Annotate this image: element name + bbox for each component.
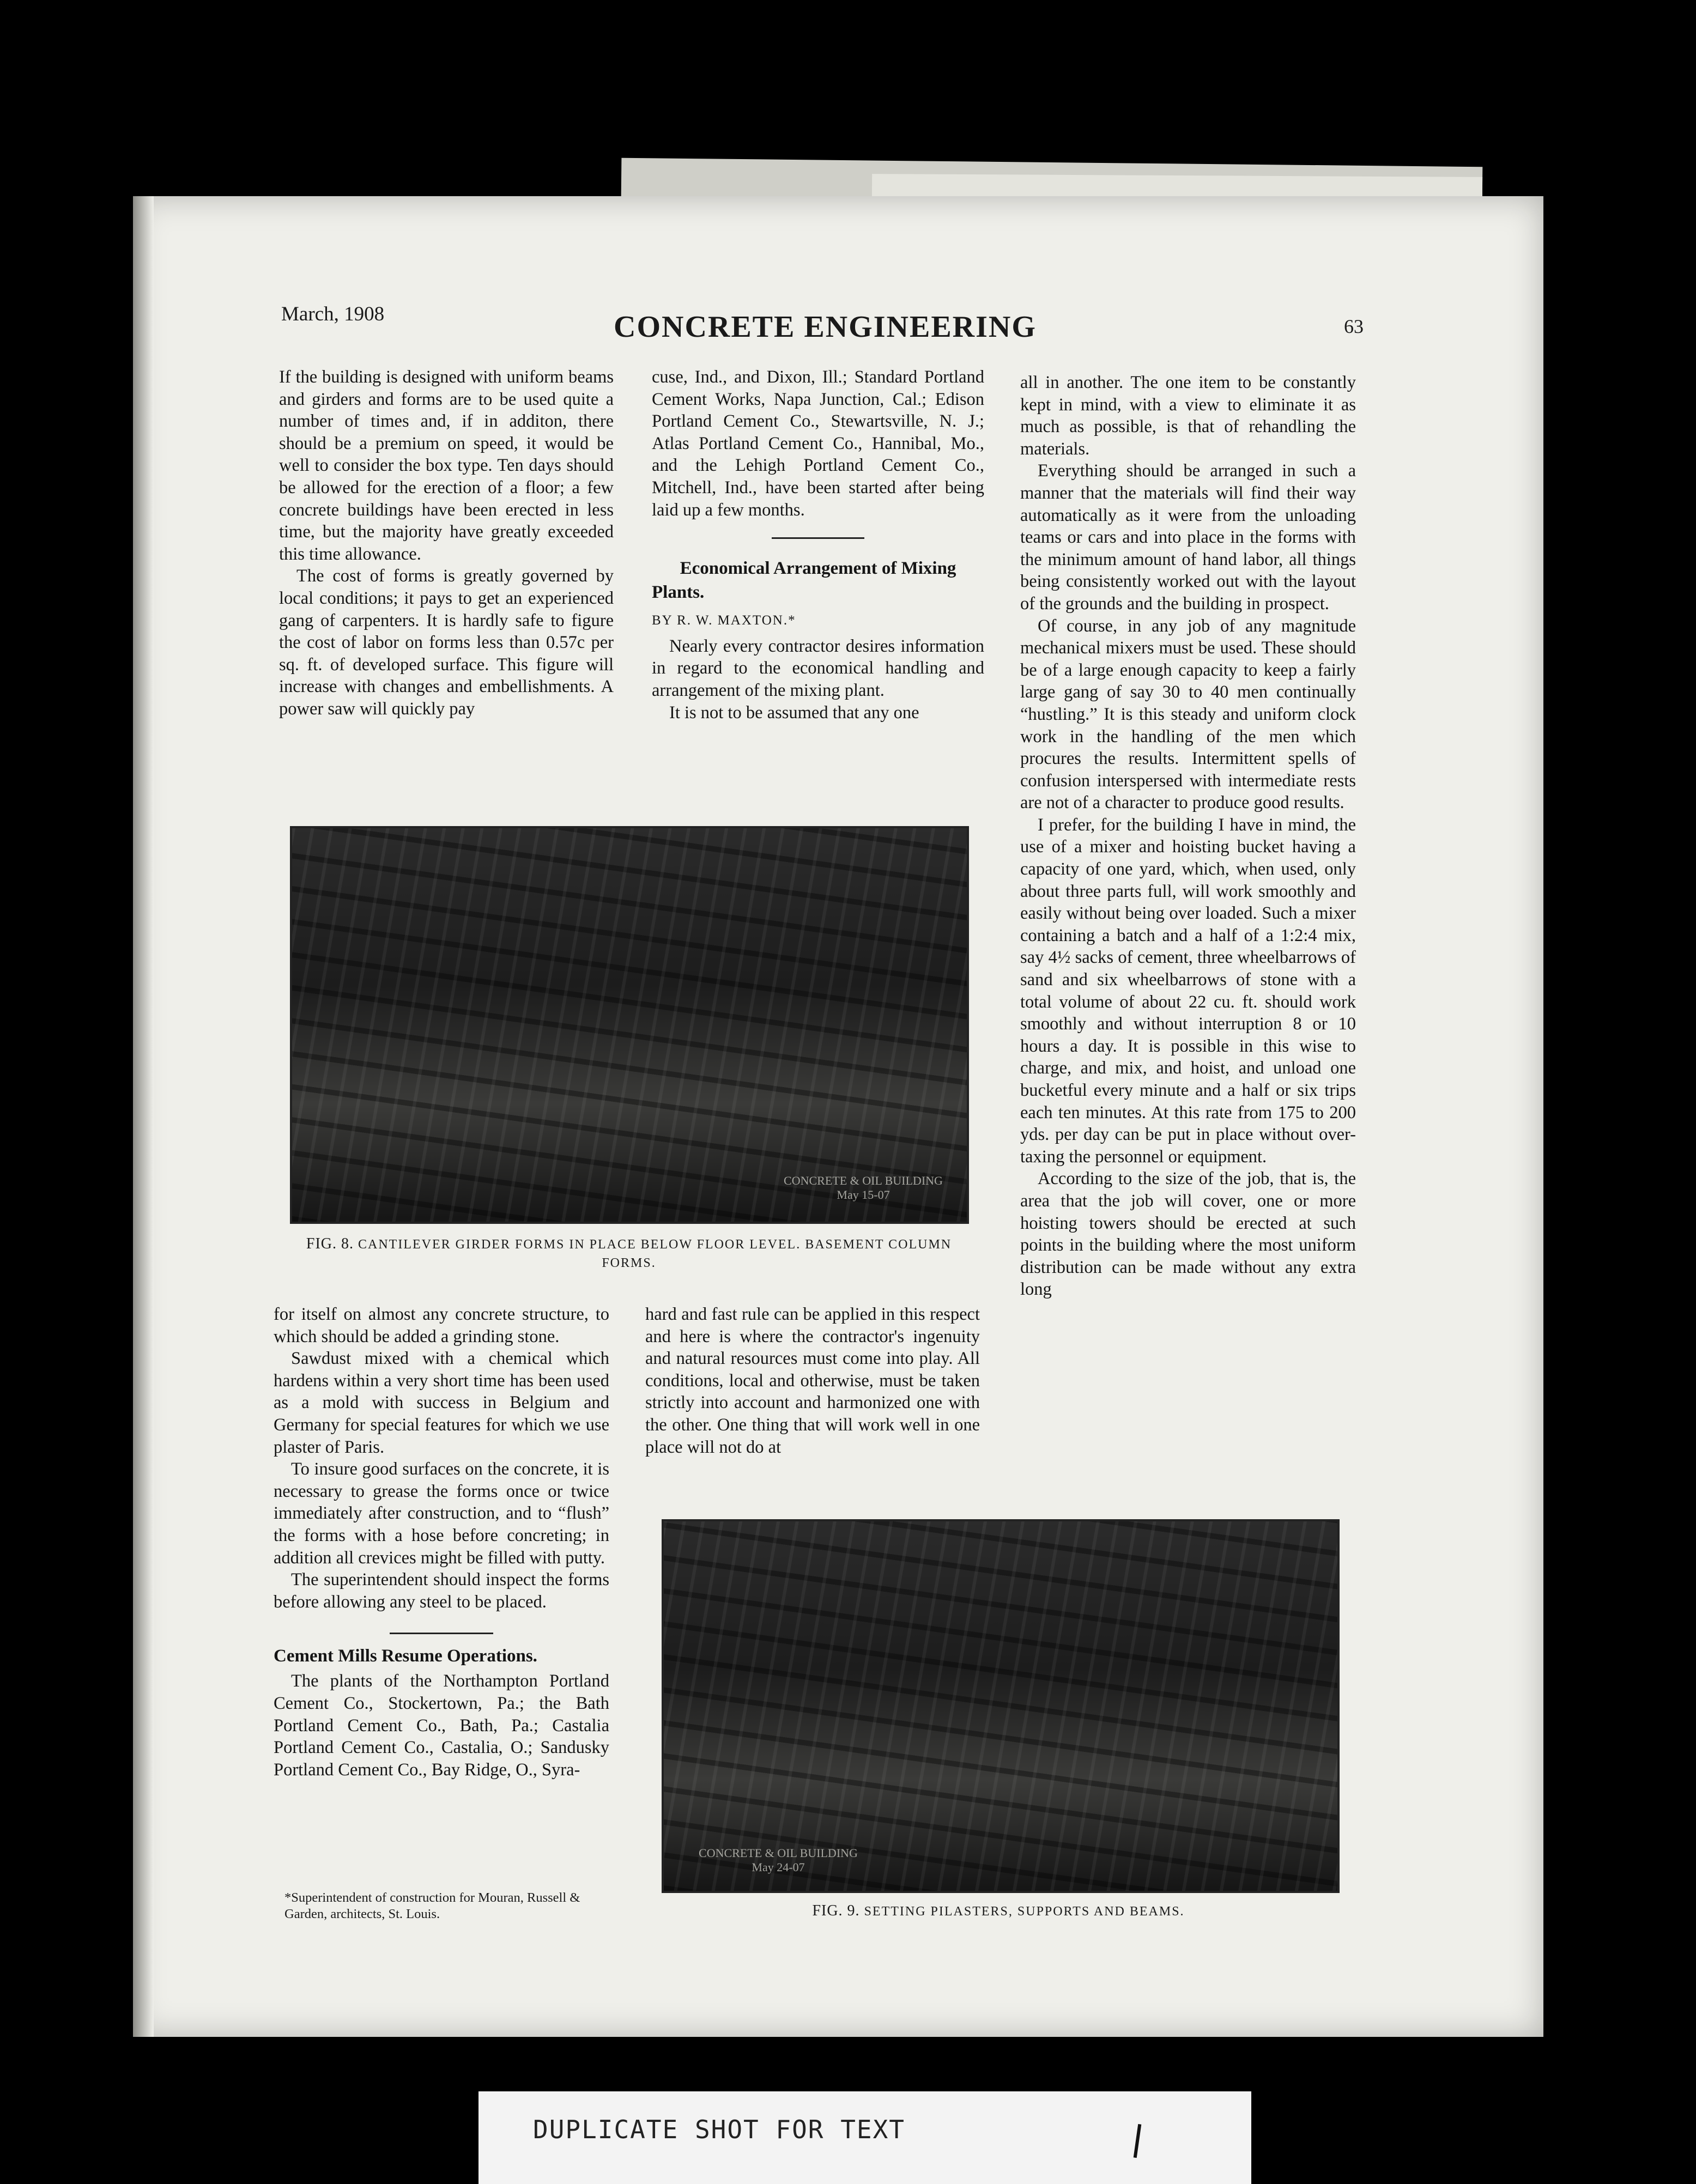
paragraph: The superintendent should inspect the forms before allowing any steel to be placed.	[274, 1570, 609, 1612]
caption-text: CANTILEVER GIRDER FORMS IN PLACE BELOW FLOOR LEVEL. BASEMENT COLUMN FORMS.	[358, 1237, 952, 1270]
section-divider	[772, 537, 864, 539]
paragraph: According to the size of the job, that is, the area that the job will cover, one or more hoisting towers should be erected at such points in the building where the most uniform distribution can be made without any extra long	[1020, 1169, 1356, 1300]
paragraph: I prefer, for the building I have in mind, the use of a mixer and hoisting bucket having a capacity of one yard, which, when used, only about three parts full, will work smoothly and easily without being over loaded. Such a mixer containing a batch and a half of a 1:2:4 mix, say 4½ sacks of cement, three wheelbarrows of sand and six wheelbarrows of stone with a total volume of about 22 cu. ft. should work smoothly and without interruption 8 or 10 hours a day. It is possible in this wise to charge, and mix, and hoist, and unload one bucketful every minute and a half or six trips each ten minutes. At this rate from 175 to 200 yds. per day can be put in place without over-taxing the personnel or equipment.	[1020, 815, 1356, 1167]
caption-text: SETTING PILASTERS, SUPPORTS AND BEAMS.	[864, 1904, 1185, 1919]
figure-9-caption	[662, 1902, 1335, 1921]
byline: BY R. W. MAXTON.*	[652, 613, 796, 628]
figure-9-photo	[662, 1519, 1340, 1893]
paragraph: Of course, in any job of any magnitude mechanical mixers must be used. These should be of a large enough capacity to keep a fairly large gang of say 30 to 40 men continually “hustling.” It is this steady and uniform clock work in the handling of the men which procures the results. Intermittent spells of confusion interspersed with intermediate rests are not of a character to produce good results.	[1020, 616, 1356, 813]
figure-8-photo	[290, 826, 969, 1224]
paragraph: The plants of the Northampton Portland Cement Co., Stockertown, Pa.; the Bath Portland Cement Co., Bath, Pa.; Castalia Portland Cement Co., Castalia, O.; Sandusky Portland Cement Co., Bay Ridge, O., Syra-	[274, 1671, 609, 1780]
column-2-bottom	[645, 1303, 980, 1458]
paragraph: Everything should be arranged in such a manner that the materials will find their way automatically as it were from the unloading teams or cars and into place in the forms with the minimum amount of hand labor, all things being consistently worked out with the layout of the grounds and the building in prospect.	[1020, 461, 1356, 614]
paragraph: If the building is designed with uniform beams and girders and forms are to be used quite a number of times and, if in additon, there should be a premium on speed, it would be well to consider the box type. Ten days should be allowed for the erection of a floor; a few concrete buildings have been erected in less time, but the majority have greatly exceeded this time allowance.	[279, 367, 614, 564]
paragraph: for itself on almost any concrete structure, to which should be added a grinding stone.	[274, 1305, 609, 1346]
article-heading: Cement Mills Resume Operations.	[274, 1646, 537, 1666]
paragraph: The cost of forms is greatly governed by local conditions; it pays to get an experienced gang of carpenters. It is hardly safe to figure the cost of labor on forms less than 0.57c per sq. ft. of developed surface. This figure will increase with changes and embellishments. A power saw will quickly pay	[279, 566, 614, 719]
paragraph: To insure good surfaces on the concrete, it is necessary to grease the forms once or twice immediately after construction, and to “flush” the forms with a hose before concreting; in addition all crevices might be filled with putty.	[274, 1459, 609, 1568]
paragraph: Sawdust mixed with a chemical which hardens within a very short time has been used as a mold with success in Belgium and Germany for special features for which we use plaster of Paris.	[274, 1349, 609, 1457]
paragraph: Nearly every contractor desires information in regard to the economical handling and arrangement of the mixing plant.	[652, 636, 984, 700]
figure-label: FIG. 9.	[812, 1902, 860, 1919]
paragraph: It is not to be assumed that any one	[669, 702, 919, 723]
footnote: *Superintendent of construction for Mouran, Russell & Garden, architects, St. Louis.	[284, 1890, 580, 1921]
photo-stamp: CONCRETE & OIL BUILDING May 24-07	[699, 1846, 858, 1874]
page-gutter-shadow	[133, 196, 154, 2037]
paragraph: hard and fast rule can be applied in this respect and here is where the contractor's ingenuity and natural resources must come into play. All conditions, local and otherwise, must be taken strictly into account and harmonized one with the other. One thing that will work well in one place will not do at	[645, 1305, 980, 1457]
article-heading: Economical Arrangement of Mixing Plants.	[652, 559, 956, 603]
section-divider	[390, 1633, 493, 1634]
column-3	[1020, 372, 1356, 1301]
photo-stamp: CONCRETE & OIL BUILDING May 15-07	[784, 1174, 943, 1202]
paragraph: all in another. The one item to be constantly kept in mind, with a view to eliminate it as much as possible, is that of rehandling the materials.	[1020, 373, 1356, 459]
film-label: DUPLICATE SHOT FOR TEXT	[533, 2115, 905, 2144]
figure-label: FIG. 8.	[306, 1235, 354, 1252]
paragraph: cuse, Ind., and Dixon, Ill.; Standard Portland Cement Works, Napa Junction, Cal.; Edison Portland Cement Co., Stewartsville, N. J.; Atlas Portland Cement Co., Hannibal, Mo., and the Lehigh Portland Cement Co., Mitchell, Ind., have been started after being laid up a few months.	[652, 367, 984, 520]
figure-8-caption	[280, 1235, 978, 1272]
column-1-bottom	[274, 1303, 609, 1781]
page-number: 63	[1344, 316, 1364, 337]
column-2-top	[652, 366, 984, 724]
journal-title: CONCRETE ENGINEERING	[614, 310, 1037, 344]
issue-date: March, 1908	[281, 303, 385, 325]
column-1-top	[279, 366, 614, 720]
